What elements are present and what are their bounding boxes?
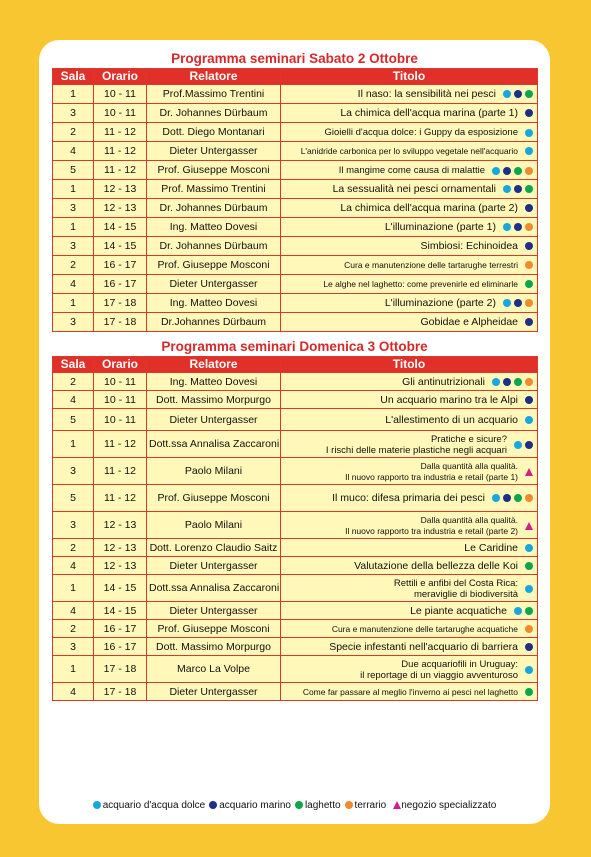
- titolo-text: Dalla quantità alla qualità. Il nuovo rapporto tra industria e retail (parte 1): [345, 460, 518, 482]
- light-blue-dot-icon: [503, 90, 511, 98]
- legend-label: terrario: [354, 800, 387, 811]
- legend-item: [295, 800, 341, 811]
- relatore-cell: Dott.ssa Annalisa Zaccaroni: [147, 431, 281, 458]
- titolo-cell: [281, 575, 538, 602]
- dark-blue-dot-icon: [525, 318, 533, 326]
- relatore-cell: Ing. Matteo Dovesi: [147, 294, 281, 313]
- table-row: [53, 180, 538, 199]
- table-row: [53, 557, 538, 575]
- category-markers: [522, 542, 533, 554]
- table-row: [53, 237, 538, 256]
- dark-blue-dot-icon: [514, 90, 522, 98]
- table-row: [53, 602, 538, 620]
- orario-cell: 11 - 12: [94, 431, 147, 458]
- light-blue-dot-icon: [525, 147, 533, 155]
- category-markers: [522, 240, 533, 252]
- titolo-text: L'anidride carbonica per lo sviluppo vegetale nell'acquario: [300, 146, 518, 156]
- table-row: [53, 294, 538, 313]
- category-markers: [500, 221, 533, 233]
- legend-item: [345, 800, 387, 811]
- sunday-header-row: [53, 357, 538, 373]
- sala-cell: 3: [53, 512, 94, 539]
- dark-blue-dot-icon: [525, 396, 533, 404]
- light-blue-dot-icon: [525, 544, 533, 552]
- titolo-text: La chimica dell'acqua marina (parte 2): [340, 202, 518, 214]
- legend-label: acquario d'acqua dolce: [102, 800, 206, 811]
- category-markers: [522, 686, 533, 698]
- titolo-text: Le Caridine: [464, 541, 518, 554]
- category-markers: [489, 492, 533, 504]
- relatore-cell: Dr. Johannes Dürbaum: [147, 237, 281, 256]
- relatore-cell: Dieter Untergasser: [147, 557, 281, 575]
- green-dot-icon: [514, 494, 522, 502]
- relatore-cell: Ing. Matteo Dovesi: [147, 218, 281, 237]
- sala-cell: 4: [53, 557, 94, 575]
- titolo-text: Gli antinutrizionali: [402, 375, 485, 388]
- titolo-text: Pratiche e sicure? I rischi delle materie plastiche negli acquari: [325, 433, 507, 456]
- category-markers: [522, 641, 533, 653]
- legend-label: laghetto: [304, 800, 341, 811]
- header-sala: Sala: [53, 357, 94, 373]
- titolo-text: La chimica dell'acqua marina (parte 1): [340, 107, 518, 119]
- titolo-cell: [281, 602, 538, 620]
- orario-cell: 12 - 13: [94, 512, 147, 539]
- titolo-text: Cura e manutenzione delle tartarughe terrestri: [344, 260, 518, 270]
- titolo-cell: [281, 123, 538, 142]
- category-markers: [522, 414, 533, 426]
- titolo-text: Le alghe nel laghetto: come prevenirle ed eliminarle: [323, 279, 518, 289]
- titolo-cell: [281, 104, 538, 123]
- titolo-text: Specie infestanti nell'acquario di barriera: [329, 640, 518, 653]
- green-dot-icon: [525, 607, 533, 615]
- category-markers: [500, 297, 533, 309]
- orange-dot-icon: [525, 299, 533, 307]
- dark-blue-dot-icon: [209, 801, 217, 809]
- dark-blue-dot-icon: [525, 109, 533, 117]
- titolo-text: Simbiosi: Echinoidea: [420, 240, 518, 252]
- category-markers: [522, 520, 533, 532]
- table-row: [53, 512, 538, 539]
- relatore-cell: Dieter Untergasser: [147, 409, 281, 431]
- titolo-cell: [281, 683, 538, 701]
- legend: [39, 800, 550, 811]
- table-row: [53, 256, 538, 275]
- sala-cell: 3: [53, 237, 94, 256]
- dark-blue-dot-icon: [503, 494, 511, 502]
- category-markers: [489, 376, 533, 388]
- light-blue-dot-icon: [525, 585, 533, 593]
- sala-cell: 1: [53, 431, 94, 458]
- category-markers: [489, 165, 533, 177]
- dark-blue-dot-icon: [503, 167, 511, 175]
- relatore-cell: Dr. Johannes Dürbaum: [147, 104, 281, 123]
- relatore-cell: Dieter Untergasser: [147, 142, 281, 161]
- category-markers: [522, 394, 533, 406]
- relatore-cell: Dott.ssa Annalisa Zaccaroni: [147, 575, 281, 602]
- light-blue-dot-icon: [514, 441, 522, 449]
- category-markers: [522, 259, 533, 271]
- category-markers: [522, 316, 533, 328]
- titolo-cell: [281, 458, 538, 485]
- relatore-cell: Prof. Giuseppe Mosconi: [147, 256, 281, 275]
- green-dot-icon: [525, 688, 533, 696]
- sala-cell: 4: [53, 142, 94, 161]
- orario-cell: 11 - 12: [94, 485, 147, 512]
- titolo-cell: [281, 85, 538, 104]
- light-blue-dot-icon: [503, 299, 511, 307]
- orario-cell: 14 - 15: [94, 237, 147, 256]
- titolo-cell: [281, 256, 538, 275]
- category-markers: [522, 202, 533, 214]
- titolo-cell: [281, 142, 538, 161]
- light-blue-dot-icon: [503, 223, 511, 231]
- titolo-cell: [281, 275, 538, 294]
- table-row: [53, 431, 538, 458]
- category-markers: [522, 466, 533, 478]
- category-markers: [522, 107, 533, 119]
- table-row: [53, 620, 538, 638]
- orario-cell: 11 - 12: [94, 161, 147, 180]
- titolo-cell: [281, 294, 538, 313]
- orange-dot-icon: [525, 223, 533, 231]
- table-row: [53, 142, 538, 161]
- orario-cell: 10 - 11: [94, 391, 147, 409]
- orario-cell: 17 - 18: [94, 313, 147, 332]
- orario-cell: 10 - 11: [94, 85, 147, 104]
- titolo-cell: [281, 313, 538, 332]
- titolo-cell: [281, 199, 538, 218]
- orange-dot-icon: [525, 261, 533, 269]
- table-row: [53, 683, 538, 701]
- relatore-cell: Dieter Untergasser: [147, 683, 281, 701]
- green-dot-icon: [295, 801, 303, 809]
- orange-dot-icon: [345, 801, 353, 809]
- sala-cell: 3: [53, 313, 94, 332]
- header-relatore: Relatore: [147, 69, 281, 85]
- sala-cell: 1: [53, 294, 94, 313]
- category-markers: [522, 278, 533, 290]
- orario-cell: 12 - 13: [94, 180, 147, 199]
- titolo-text: Il naso: la sensibilità nei pesci: [357, 88, 496, 100]
- titolo-cell: [281, 431, 538, 458]
- sala-cell: 2: [53, 123, 94, 142]
- titolo-cell: [281, 638, 538, 656]
- sala-cell: 5: [53, 409, 94, 431]
- table-row: [53, 104, 538, 123]
- legend-label: negozio specializzato: [401, 800, 497, 811]
- relatore-cell: Dott. Diego Montanari: [147, 123, 281, 142]
- legend-label: acquario marino: [219, 800, 291, 811]
- relatore-cell: Dieter Untergasser: [147, 275, 281, 294]
- light-blue-dot-icon: [492, 378, 500, 386]
- table-row: [53, 638, 538, 656]
- titolo-cell: [281, 373, 538, 391]
- orario-cell: 16 - 17: [94, 256, 147, 275]
- titolo-text: La sessualità nei pesci ornamentali: [332, 183, 496, 195]
- sala-cell: 2: [53, 539, 94, 557]
- relatore-cell: Prof. Giuseppe Mosconi: [147, 485, 281, 512]
- sunday-title: Programma seminari Domenica 3 Ottobre: [161, 339, 428, 354]
- orario-cell: 16 - 17: [94, 620, 147, 638]
- titolo-text: Gobidae e Alpheidae: [420, 316, 518, 328]
- titolo-cell: [281, 391, 538, 409]
- dark-blue-dot-icon: [525, 204, 533, 212]
- sala-cell: 5: [53, 161, 94, 180]
- green-dot-icon: [525, 280, 533, 288]
- sala-cell: 2: [53, 620, 94, 638]
- dark-blue-dot-icon: [514, 299, 522, 307]
- titolo-text: Il muco: difesa primaria dei pesci: [332, 492, 485, 504]
- orario-cell: 11 - 12: [94, 142, 147, 161]
- table-row: [53, 539, 538, 557]
- relatore-cell: Paolo Milani: [147, 512, 281, 539]
- light-blue-dot-icon: [492, 494, 500, 502]
- relatore-cell: Prof. Giuseppe Mosconi: [147, 620, 281, 638]
- titolo-cell: [281, 409, 538, 431]
- relatore-cell: Prof.Massimo Trentini: [147, 85, 281, 104]
- table-row: [53, 458, 538, 485]
- orange-dot-icon: [525, 494, 533, 502]
- sala-cell: 3: [53, 104, 94, 123]
- relatore-cell: Dr.Johannes Dürbaum: [147, 313, 281, 332]
- program-card: [39, 40, 550, 824]
- relatore-cell: Prof. Massimo Trentini: [147, 180, 281, 199]
- orario-cell: 17 - 18: [94, 683, 147, 701]
- green-dot-icon: [525, 90, 533, 98]
- legend-item: [93, 800, 206, 811]
- titolo-text: Cura e manutenzione delle tartarughe acquatiche: [331, 623, 518, 634]
- table-row: [53, 123, 538, 142]
- sala-cell: 5: [53, 485, 94, 512]
- orario-cell: 10 - 11: [94, 104, 147, 123]
- sala-cell: 4: [53, 683, 94, 701]
- category-markers: [511, 605, 533, 617]
- orange-dot-icon: [525, 625, 533, 633]
- header-titolo: Titolo: [281, 357, 538, 373]
- green-dot-icon: [525, 185, 533, 193]
- relatore-cell: Marco La Volpe: [147, 656, 281, 683]
- titolo-text: Valutazione della bellezza delle Koi: [354, 559, 518, 572]
- sala-cell: 4: [53, 602, 94, 620]
- orario-cell: 12 - 13: [94, 557, 147, 575]
- orario-cell: 17 - 18: [94, 294, 147, 313]
- green-dot-icon: [525, 562, 533, 570]
- sala-cell: 3: [53, 638, 94, 656]
- saturday-title: Programma seminari Sabato 2 Ottobre: [171, 51, 418, 66]
- titolo-text: Un acquario marino tra le Alpi: [380, 393, 518, 406]
- light-blue-dot-icon: [525, 416, 533, 424]
- table-row: [53, 656, 538, 683]
- relatore-cell: Dott. Massimo Morpurgo: [147, 391, 281, 409]
- titolo-text: L'illuminazione (parte 2): [384, 297, 496, 309]
- titolo-cell: [281, 161, 538, 180]
- sala-cell: 1: [53, 218, 94, 237]
- titolo-cell: [281, 218, 538, 237]
- titolo-cell: [281, 656, 538, 683]
- table-row: [53, 161, 538, 180]
- table-row: [53, 391, 538, 409]
- orario-cell: 14 - 15: [94, 218, 147, 237]
- relatore-cell: Paolo Milani: [147, 458, 281, 485]
- saturday-table: [52, 68, 538, 332]
- category-markers: [522, 664, 533, 676]
- titolo-text: Gioielli d'acqua dolce: i Guppy da esposizione: [324, 126, 518, 138]
- titolo-cell: [281, 180, 538, 199]
- titolo-text: L'allestimento di un acquario: [385, 413, 518, 426]
- header-relatore: Relatore: [147, 357, 281, 373]
- dark-blue-dot-icon: [525, 643, 533, 651]
- light-blue-dot-icon: [93, 801, 101, 809]
- sala-cell: 1: [53, 575, 94, 602]
- category-markers: [522, 127, 533, 139]
- category-markers: [500, 88, 533, 100]
- relatore-cell: Dieter Untergasser: [147, 602, 281, 620]
- sala-cell: 4: [53, 391, 94, 409]
- titolo-cell: [281, 237, 538, 256]
- orario-cell: 14 - 15: [94, 602, 147, 620]
- orario-cell: 14 - 15: [94, 575, 147, 602]
- sala-cell: 4: [53, 275, 94, 294]
- table-row: [53, 575, 538, 602]
- orario-cell: 10 - 11: [94, 409, 147, 431]
- titolo-cell: [281, 485, 538, 512]
- table-row: [53, 409, 538, 431]
- legend-item: [209, 800, 291, 811]
- sala-cell: 2: [53, 256, 94, 275]
- orario-cell: 10 - 11: [94, 373, 147, 391]
- light-blue-dot-icon: [525, 666, 533, 674]
- orario-cell: 11 - 12: [94, 458, 147, 485]
- category-markers: [522, 560, 533, 572]
- light-blue-dot-icon: [525, 129, 533, 137]
- light-blue-dot-icon: [514, 607, 522, 615]
- magenta-triangle-icon: [525, 468, 533, 476]
- dark-blue-dot-icon: [503, 378, 511, 386]
- sala-cell: 3: [53, 458, 94, 485]
- titolo-text: Le piante acquatiche: [410, 604, 507, 617]
- table-row: [53, 218, 538, 237]
- titolo-text: L'illuminazione (parte 1): [384, 221, 496, 233]
- relatore-cell: Dott. Massimo Morpurgo: [147, 638, 281, 656]
- titolo-cell: [281, 557, 538, 575]
- titolo-cell: [281, 620, 538, 638]
- green-dot-icon: [514, 167, 522, 175]
- saturday-header-row: [53, 69, 538, 85]
- table-row: [53, 199, 538, 218]
- header-orario: Orario: [94, 69, 147, 85]
- sala-cell: 2: [53, 373, 94, 391]
- titolo-text: Come far passare al meglio l'inverno ai pesci nel laghetto: [302, 686, 518, 697]
- sala-cell: 1: [53, 656, 94, 683]
- table-row: [53, 85, 538, 104]
- category-markers: [511, 439, 533, 451]
- titolo-text: Dalla quantità alla qualità. Il nuovo rapporto tra industria e retail (parte 2): [345, 514, 518, 536]
- orario-cell: 12 - 13: [94, 539, 147, 557]
- sala-cell: 3: [53, 199, 94, 218]
- orario-cell: 16 - 17: [94, 638, 147, 656]
- magenta-triangle-icon: [525, 522, 533, 530]
- category-markers: [522, 145, 533, 157]
- orario-cell: 17 - 18: [94, 656, 147, 683]
- relatore-cell: Prof. Giuseppe Mosconi: [147, 161, 281, 180]
- light-blue-dot-icon: [492, 167, 500, 175]
- titolo-cell: [281, 539, 538, 557]
- category-markers: [522, 583, 533, 595]
- category-markers: [522, 623, 533, 635]
- table-row: [53, 373, 538, 391]
- header-sala: Sala: [53, 69, 94, 85]
- legend-item: [390, 800, 496, 811]
- sunday-table: [52, 356, 538, 701]
- header-titolo: Titolo: [281, 69, 538, 85]
- titolo-text: Il mangime come causa di malattie: [338, 164, 485, 176]
- header-orario: Orario: [94, 357, 147, 373]
- table-row: [53, 313, 538, 332]
- sala-cell: 1: [53, 85, 94, 104]
- dark-blue-dot-icon: [514, 185, 522, 193]
- green-dot-icon: [514, 378, 522, 386]
- table-row: [53, 275, 538, 294]
- titolo-cell: [281, 512, 538, 539]
- light-blue-dot-icon: [503, 185, 511, 193]
- orario-cell: 11 - 12: [94, 123, 147, 142]
- dark-blue-dot-icon: [525, 242, 533, 250]
- orario-cell: 12 - 13: [94, 199, 147, 218]
- relatore-cell: Dr. Johannes Dürbaum: [147, 199, 281, 218]
- titolo-text: Rettili e anfibi del Costa Rica: meraviglie di biodiversità: [393, 577, 518, 600]
- relatore-cell: Dott. Lorenzo Claudio Saitz: [147, 539, 281, 557]
- titolo-text: Due acquariofili in Uruguay: il reportage di un viaggio avventuroso: [360, 658, 518, 681]
- orange-dot-icon: [525, 167, 533, 175]
- dark-blue-dot-icon: [514, 223, 522, 231]
- orario-cell: 16 - 17: [94, 275, 147, 294]
- orange-dot-icon: [525, 378, 533, 386]
- sala-cell: 1: [53, 180, 94, 199]
- relatore-cell: Ing. Matteo Dovesi: [147, 373, 281, 391]
- table-row: [53, 485, 538, 512]
- category-markers: [500, 183, 533, 195]
- dark-blue-dot-icon: [525, 441, 533, 449]
